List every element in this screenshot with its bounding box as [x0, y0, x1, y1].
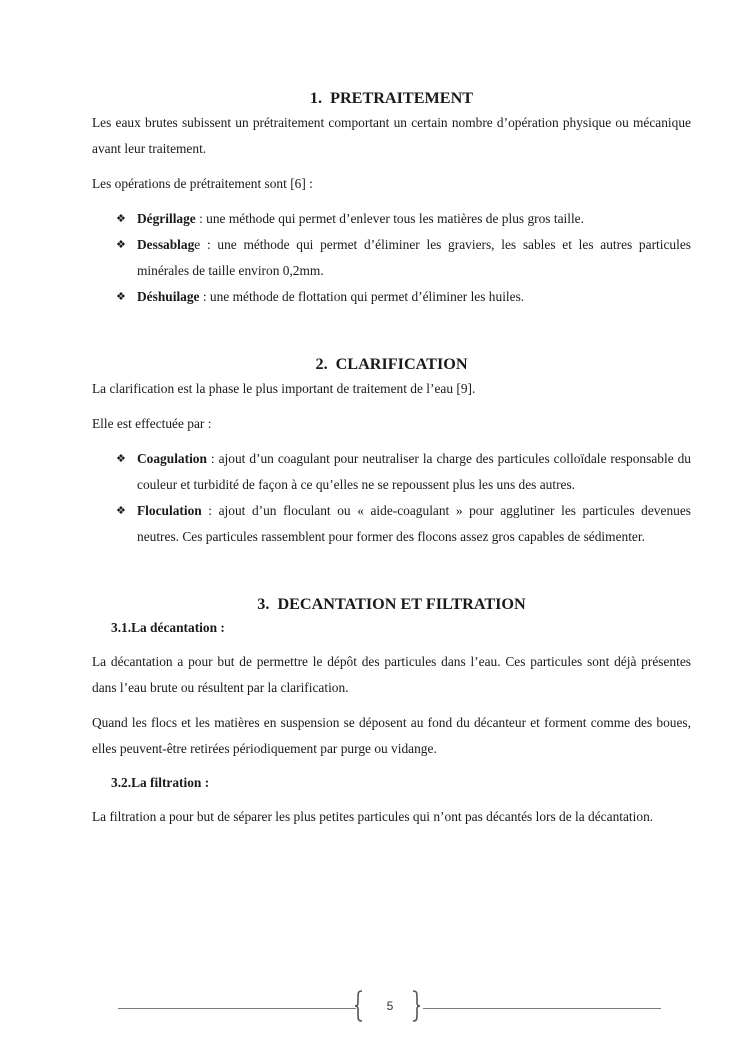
item-term: Dégrillage — [137, 211, 196, 226]
subsection-3-1-paragraph-2: Quand les flocs et les matières en suspension se déposent au fond du décanteur et forment comme des boues, elles peuvent-être retirées périodiquement par purge ou vidange. — [92, 715, 691, 756]
section-1-heading — [92, 86, 691, 110]
document-page — [92, 86, 691, 830]
section-2-intro: La clarification est la phase le plus important de traitement de l’eau [9]. — [92, 381, 476, 396]
item-text: : une méthode qui permet d’enlever tous les matières de plus gros taille. — [195, 211, 584, 226]
subsection-3-2-paragraph-1: La filtration a pour but de séparer les plus petites particules qui n’ont pas décantés lors de la décantation. — [92, 809, 654, 824]
subsection-3-1-title: 3.1.La décantation : — [111, 620, 225, 635]
list-item — [116, 446, 691, 498]
list-item — [116, 232, 691, 284]
diamond-bullet-icon: ❖ — [116, 504, 126, 517]
subsection-3-1-paragraph-1: La décantation a pour but de permettre le dépôt des particules dans l’eau. Ces particules sont déjà présentes dans l’eau brute ou résultent par la clarification. — [92, 654, 691, 695]
item-term: Dessablag — [137, 237, 195, 252]
item-text: : une méthode de flottation qui permet d’éliminer les huiles. — [199, 289, 525, 304]
section-3-number: 3. — [257, 595, 270, 613]
section-2-heading — [92, 352, 691, 376]
section-2-number: 2. — [315, 355, 328, 373]
page-footer — [0, 990, 745, 1026]
section-2-lead: Elle est effectuée par : — [92, 416, 212, 431]
diamond-bullet-icon: ❖ — [116, 212, 126, 225]
footer-rule-left — [118, 1008, 356, 1009]
diamond-bullet-icon: ❖ — [116, 238, 126, 251]
section-1-list — [92, 206, 691, 310]
footer-rule-right — [423, 1008, 661, 1009]
section-1-intro: Les eaux brutes subissent un prétraitement comportant un certain nombre d’opération physique ou mécanique avant leur traitement. — [92, 115, 691, 156]
list-item — [116, 284, 691, 310]
page-number: 5 — [386, 999, 394, 1013]
section-2-list — [92, 446, 691, 550]
section-1-number: 1. — [309, 89, 323, 107]
diamond-bullet-icon: ❖ — [116, 452, 126, 465]
section-3-heading — [92, 592, 691, 616]
item-text: e : une méthode qui permet d’éliminer les graviers, les sables et les autres particules minérales de taille environ 0,2mm. — [137, 237, 691, 278]
right-brace-icon — [411, 990, 421, 1022]
section-2-title: CLARIFICATION — [335, 355, 468, 373]
item-text: : ajout d’un floculant ou « aide-coagulant » pour agglutiner les particules devenues neutres. Ces particules rassemblent pour former des flocons assez gros capables de sédimenter. — [137, 503, 691, 544]
diamond-bullet-icon: ❖ — [116, 290, 126, 303]
section-3-title: DECANTATION ET FILTRATION — [277, 595, 526, 613]
item-term: Floculation — [137, 503, 202, 518]
section-1-lead: Les opérations de prétraitement sont [6] : — [92, 176, 313, 191]
left-brace-icon — [354, 990, 364, 1022]
list-item — [116, 498, 691, 550]
item-term: Coagulation — [137, 451, 207, 466]
subsection-3-2-title: 3.2.La filtration : — [111, 775, 210, 790]
list-item — [116, 206, 691, 232]
item-text: : ajout d’un coagulant pour neutraliser la charge des particules colloïdale responsable du couleur et turbidité de façon à ce qu’elles ne se repoussent plus les uns des autres. — [137, 451, 691, 492]
item-term: Déshuilage — [137, 289, 200, 304]
section-1-title: PRETRAITEMENT — [330, 89, 474, 107]
